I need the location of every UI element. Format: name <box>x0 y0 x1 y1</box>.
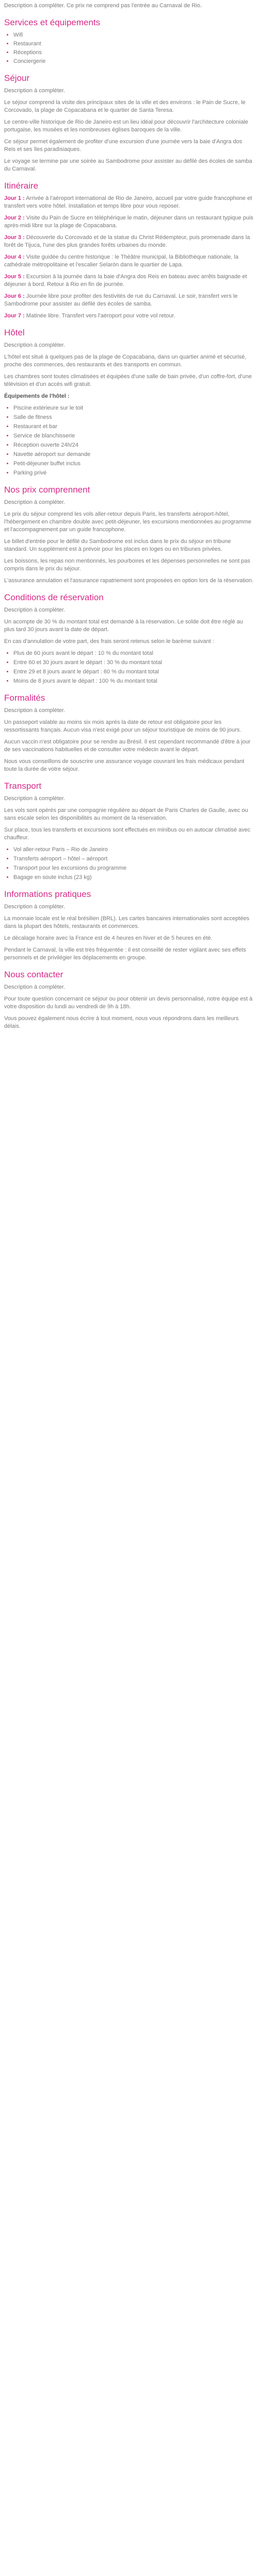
list-item: • Salle de fitness <box>13 414 254 421</box>
paragraph: L'assurance annulation et l'assurance rapatriement sont proposées en option lors de la réservation. <box>4 578 253 584</box>
paragraph: Nous vous conseillons de souscrire une assurance voyage couvrant les frais médicaux pendant toute la durée de votre séjour. <box>4 758 245 772</box>
list-item: • Réception ouverte 24h/24 <box>13 442 254 449</box>
transport-list <box>4 846 254 882</box>
day-text: Excursion à la journée dans la baie d'Angra dos Reis en bateau avec arrêts baignade et déjeuner à bord. Retour à Rio en fin de journée. <box>4 274 247 287</box>
paragraph: Un acompte de 30 % du montant total est demandé à la réservation. Le solde doit être réglé au plus tard 30 jours avant la date de départ. <box>4 619 243 633</box>
day-label: Jour 5 : <box>4 274 25 280</box>
itineraire-day <box>4 234 254 249</box>
paragraph: Le voyage se termine par une soirée au Sambodrome pour assister au défilé des écoles de samba du Carnaval. <box>4 158 252 172</box>
list-item: • Transferts aéroport – hôtel – aéroport <box>13 855 254 863</box>
day-text: Arrivée à l'aéroport international de Rio de Janeiro, accueil par votre guide francophone et transfert vers votre hôtel. Installation et temps libre pour vous reposer. <box>4 195 252 209</box>
paragraph: Les chambres sont toutes climatisées et équipées d'une salle de bain privée, d'un coffre-fort, d'une télévision et d'un accès wifi gratuit. <box>4 374 252 387</box>
infos-section <box>4 889 254 962</box>
paragraph: Description à compléter. <box>4 499 65 505</box>
day-label: Jour 2 : <box>4 215 25 221</box>
itineraire-day <box>4 214 254 230</box>
contact-section <box>4 969 254 1030</box>
list-item: • Transport pour les excursions du programme <box>13 865 254 872</box>
paragraph: Description à compléter. <box>4 88 65 94</box>
day-text: Découverte du Corcovado et de la statue du Christ Rédempteur, puis promenade dans la forêt de Tijuca, l'une des plus grandes forêts urbaines du monde. <box>4 234 250 248</box>
paragraph: Aucun vaccin n'est obligatoire pour se rendre au Brésil. Il est cependant recommandé d'être à jour de ses vaccinations habituelles et de consulter votre médecin avant le départ. <box>4 739 251 753</box>
itineraire-day <box>4 253 254 269</box>
list-item: • Restaurant <box>13 40 254 48</box>
list-item: • Moins de 8 jours avant le départ : 100 % du montant total <box>13 677 254 685</box>
itineraire-day <box>4 273 254 289</box>
paragraph: Les vols sont opérés par une compagnie régulière au départ de Paris Charles de Gaulle, avec ou sans escale selon les disponibilités au moment de la réservation. <box>4 807 248 821</box>
conditions-section <box>4 592 254 685</box>
paragraph: Le centre-ville historique de Rio de Janeiro est un lieu idéal pour découvrir l'architecture coloniale portugaise, les musées et les nombreuses églises baroques de la ville. <box>4 119 248 133</box>
paragraph: Le décalage horaire avec la France est de 4 heures en hiver et de 5 heures en été. <box>4 935 213 941</box>
intro-text: Description à compléter. Ce prix ne comprend pas l'entrée au Carnaval de Rio. <box>4 3 202 9</box>
hotel-features-title: Équipements de l'hôtel : <box>4 393 70 399</box>
paragraph: L'hôtel est situé à quelques pas de la plage de Copacabana, dans un quartier animé et sécurisé, proche des commerces, des restaurants et des transports en commun. <box>4 354 247 368</box>
list-item: • Réceptions <box>13 49 254 57</box>
list-item: • Wifi <box>13 31 254 39</box>
list-item: • Parking privé <box>13 469 254 477</box>
hotel-section <box>4 327 254 477</box>
paragraph: Ce séjour permet également de profiter d'une excursion d'une journée vers la baie d'Angra dos Reis et ses îles paradisiaques. <box>4 139 243 152</box>
itineraire-section <box>4 180 254 320</box>
list-item: • Service de blanchisserie <box>13 432 254 440</box>
paragraph: Le billet d'entrée pour le défilé du Sambodrome est inclus dans le prix du séjour en tribune standard. Un supplément est à prévoir pour les places en loges ou en tribunes privées. <box>4 538 231 552</box>
paragraph: Un passeport valable au moins six mois après la date de retour est obligatoire pour les ressortissants français. Aucun visa n'est exigé pour un séjour touristique de moins de 90 jours. <box>4 719 241 733</box>
sejour-section <box>4 73 254 173</box>
day-label: Jour 4 : <box>4 254 25 260</box>
list-item: • Plus de 60 jours avant le départ : 10 % du montant total <box>13 650 254 657</box>
hotel-title: Hôtel <box>4 328 25 337</box>
list-item: • Entre 29 et 8 jours avant le départ : 60 % du montant total <box>13 668 254 676</box>
paragraph: Pendant le Carnaval, la ville est très fréquentée : il est conseillé de rester vigilant avec ses effets personnels et de privilégier les déplacements en groupe. <box>4 947 246 961</box>
day-label: Jour 3 : <box>4 234 25 241</box>
day-label: Jour 1 : <box>4 195 25 201</box>
prix-title: Nos prix comprennent <box>4 485 90 495</box>
page <box>0 0 258 1047</box>
list-item: • Piscine extérieure sur le toit <box>13 404 254 412</box>
infos-title: Informations pratiques <box>4 889 91 899</box>
list-item: • Conciergerie <box>13 58 254 65</box>
itineraire-day <box>4 195 254 210</box>
transport-section <box>4 781 254 882</box>
paragraph: Description à compléter. <box>4 607 65 613</box>
day-text: Visite guidée du centre historique : le Théâtre municipal, la Bibliothèque nationale, la cathédrale métropolitaine et l'escalier Selarón dans le quartier de Lapa. <box>4 254 238 268</box>
paragraph: Les boissons, les repas non mentionnés, les pourboires et les dépenses personnelles ne sont pas compris dans le prix du séjour. <box>4 558 250 572</box>
sejour-title: Séjour <box>4 73 30 83</box>
paragraph: En cas d'annulation de votre part, des frais seront retenus selon le barème suivant : <box>4 638 214 645</box>
list-item: • Bagage en soute inclus (23 kg) <box>13 874 254 882</box>
paragraph: Vous pouvez également nous écrire à tout moment, nous vous répondrons dans les meilleurs délais. <box>4 1015 239 1029</box>
paragraph: Description à compléter. <box>4 342 65 348</box>
paragraph: Description à compléter. <box>4 707 65 714</box>
day-label: Jour 7 : <box>4 313 25 319</box>
paragraph: La monnaie locale est le réal brésilien (BRL). Les cartes bancaires internationales sont acceptées dans la plupart des hôtels, restaurants et commerces. <box>4 916 250 929</box>
list-item: • Navette aéroport sur demande <box>13 451 254 459</box>
list-item: • Vol aller-retour Paris – Rio de Janeiro <box>13 846 254 854</box>
itineraire-day <box>4 312 254 320</box>
itineraire-title: Itinéraire <box>4 181 39 191</box>
paragraph: Description à compléter. <box>4 984 65 990</box>
hotel-features-list <box>4 404 254 477</box>
paragraph: Pour toute question concernant ce séjour ou pour obtenir un devis personnalisé, notre équipe est à votre disposition du lundi au vendredi de 9h à 18h. <box>4 996 253 1010</box>
prix-section <box>4 484 254 585</box>
conditions-title: Conditions de réservation <box>4 592 104 602</box>
transport-title: Transport <box>4 781 42 791</box>
day-text: Visite du Pain de Sucre en téléphérique le matin, déjeuner dans un restaurant typique puis après-midi libre sur la plage de Copacabana. <box>4 215 253 229</box>
services-list <box>4 31 254 65</box>
itineraire-day <box>4 293 254 308</box>
formalites-title: Formalités <box>4 693 45 703</box>
services-title: Services et équipements <box>4 18 101 27</box>
paragraph: Le séjour comprend la visite des principaux sites de la ville et des environs : le Pain de Sucre, le Corcovado, la plage de Copacabana et le quartier de Santa Teresa. <box>4 99 246 113</box>
paragraph: Sur place, tous les transferts et excursions sont effectués en minibus ou en autocar climatisé avec chauffeur. <box>4 827 251 841</box>
list-item: • Restaurant et bar <box>13 423 254 431</box>
paragraph: Description à compléter. <box>4 795 65 802</box>
list-item: • Entre 60 et 30 jours avant le départ : 30 % du montant total <box>13 659 254 667</box>
paragraph: Description à compléter. <box>4 904 65 910</box>
conditions-list <box>4 650 254 685</box>
day-label: Jour 6 : <box>4 293 25 299</box>
list-item: • Petit-déjeuner buffet inclus <box>13 460 254 468</box>
formalites-section <box>4 692 254 773</box>
day-text: Journée libre pour profiter des festivités de rue du Carnaval. Le soir, transfert vers le Sambodrome pour assister au défilé des écoles de samba. <box>4 293 238 307</box>
day-text: Matinée libre. Transfert vers l'aéroport pour votre vol retour. <box>26 313 175 319</box>
contact-title: Nous contacter <box>4 970 63 979</box>
services-section <box>4 17 254 65</box>
paragraph: Le prix du séjour comprend les vols aller-retour depuis Paris, les transferts aéroport-hôtel, l'hébergement en chambre double avec petit-déjeuner, les excursions mentionnées au programme et l'accompagnement par un guide francophone. <box>4 511 252 533</box>
